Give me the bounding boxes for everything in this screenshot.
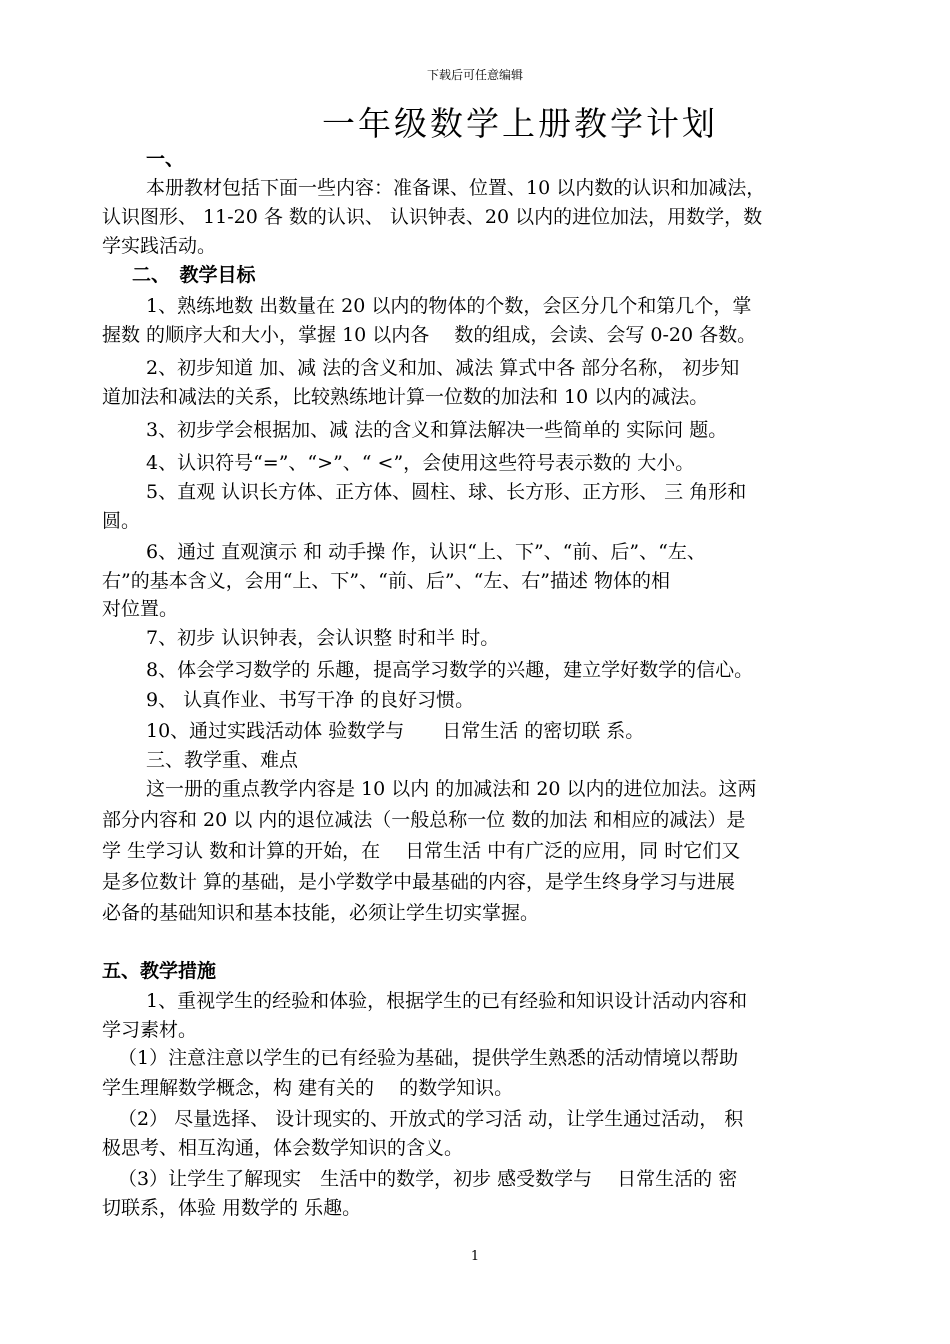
paragraph-line: 是多位数计 算的基础，是小学数学中最基础的内容，是学生终身学习与进展 xyxy=(102,871,736,893)
paragraph-line: 6、通过 直观演示 和 动手操 作，认识“上、下”、“前、后”、“左、 xyxy=(146,541,706,563)
section-2-heading: 二、 教学目标 xyxy=(132,264,256,286)
paragraph-line: （1）注意注意以学生的已有经验为基础，提供学生熟悉的活动情境以帮助 xyxy=(118,1047,739,1069)
paragraph-line: 认识图形、 11-20 各 数的认识、 认识钟表、20 以内的进位加法，用数学，数 xyxy=(102,206,763,228)
paragraph-line: 必备的基础知识和基本技能，必须让学生切实掌握。 xyxy=(102,902,540,924)
section-1-heading: 一、 xyxy=(146,148,185,170)
paragraph-line: （3）让学生了解现实 生活中的数学，初步 感受数学与 日常生活的 密 xyxy=(118,1168,738,1190)
paragraph-line: 3、初步学会根据加、减 法的含义和算法解决一些简单的 实际问 题。 xyxy=(146,419,728,441)
paragraph-line: 10、通过实践活动体 验数学与 日常生活 的密切联 系。 xyxy=(146,720,645,742)
paragraph-line: 2、初步知道 加、减 法的含义和加、减法 算式中各 部分名称， 初步知 xyxy=(146,357,740,379)
paragraph-line: 5、直观 认识长方体、正方体、圆柱、球、长方形、正方形、 三 角形和 xyxy=(146,481,747,503)
paragraph-line: 学习素材。 xyxy=(102,1019,198,1041)
paragraph-line: （2） 尽量选择、 设计现实的、开放式的学习活 动，让学生通过活动， 积 xyxy=(118,1108,744,1130)
paragraph-line: 部分内容和 20 以 内的退位减法（一般总称一位 数的加法 和相应的减法）是 xyxy=(102,809,746,831)
paragraph-line: 对位置。 xyxy=(102,598,179,620)
page-header: 下载后可任意编辑 xyxy=(426,68,523,82)
section-5-heading: 五、教学措施 xyxy=(102,960,217,982)
paragraph-line: 道加法和减法的关系，比较熟练地计算一位数的加法和 10 以内的减法。 xyxy=(102,386,709,408)
paragraph-line: 8、体会学习数学的 乐趣，提高学习数学的兴趣，建立学好数学的信心。 xyxy=(146,659,754,681)
paragraph-line: 9、 认真作业、书写干净 的良好习惯。 xyxy=(146,689,475,711)
paragraph-line: 本册教材包括下面一些内容：准备课、位置、10 以内数的认识和加减法， xyxy=(146,177,766,199)
paragraph-line: 学实践活动。 xyxy=(102,235,217,257)
paragraph-line: 极思考、相互沟通，体会数学知识的含义。 xyxy=(102,1137,464,1159)
paragraph-line: 学生理解数学概念，构 建有关的 的数学知识。 xyxy=(102,1077,514,1099)
paragraph-line: 握数 的顺序大和大小，掌握 10 以内各 数的组成，会读、会写 0-20 各数。 xyxy=(102,324,757,346)
paragraph-line: 右”的基本含义，会用“上、下”、“前、后”、“左、右”描述 物体的相 xyxy=(102,570,671,592)
paragraph-line: 这一册的重点教学内容是 10 以内 的加减法和 20 以内的进位加法。这两 xyxy=(146,778,757,800)
page-number: 1 xyxy=(470,1249,480,1264)
paragraph-line: 7、初步 认识钟表，会认识整 时和半 时。 xyxy=(146,627,500,649)
paragraph-line: 圆。 xyxy=(102,510,141,532)
section-3-heading: 三、教学重、难点 xyxy=(146,749,299,771)
paragraph-line: 4、认识符号“=”、“>”、“ <”，会使用这些符号表示数的 大小。 xyxy=(146,452,695,474)
document-title: 一年级数学上册教学计划 xyxy=(322,104,718,143)
paragraph-line: 1、重视学生的经验和体验，根据学生的已有经验和知识设计活动内容和 xyxy=(146,990,748,1012)
paragraph-line: 学 生学习认 数和计算的开始，在 日常生活 中有广泛的应用，同 时它们又 xyxy=(102,840,741,862)
paragraph-line: 切联系，体验 用数学的 乐趣。 xyxy=(102,1197,362,1219)
paragraph-line: 1、熟练地数 出数量在 20 以内的物体的个数，会区分几个和第几个，掌 xyxy=(146,295,752,317)
